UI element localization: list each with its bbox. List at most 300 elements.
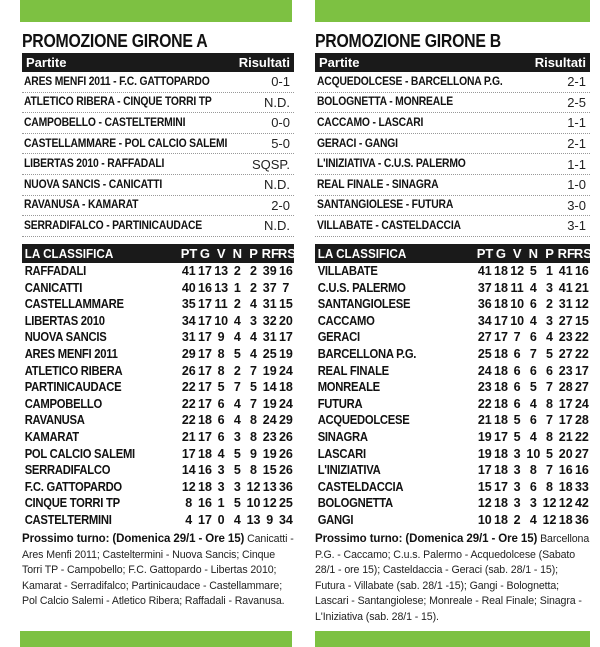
match-row	[22, 196, 294, 217]
stat-cell: 17	[198, 347, 212, 362]
stat-cell: 31	[558, 297, 573, 312]
stat-cell: 23	[558, 330, 573, 345]
stat-cell: 18	[494, 347, 508, 362]
col-header: P	[545, 245, 554, 261]
stat-cell: 13	[262, 479, 277, 494]
stat-cell: 15	[574, 313, 589, 328]
stat-cell: 37	[477, 280, 492, 295]
standings-header	[315, 244, 590, 263]
stat-cell: 8	[250, 413, 257, 428]
stat-cell: 4	[233, 512, 241, 527]
stat-cell: 17	[198, 380, 212, 395]
stat-cell: 18	[558, 512, 573, 527]
stat-cell: 22	[574, 347, 589, 362]
match-teams: SANTANGIOLESE - FUTURA	[317, 199, 454, 212]
stat-cell: 10	[510, 313, 525, 328]
stat-cell: 7	[513, 330, 521, 345]
stat-cell: 18	[494, 396, 508, 411]
stat-cell: 22	[181, 396, 196, 411]
standings-row	[315, 462, 590, 479]
stat-cell: 18	[198, 446, 212, 461]
match-teams: VILLABATE - CASTELDACCIA	[317, 219, 461, 232]
stat-cell: 17	[494, 330, 508, 345]
stat-cell: 11	[510, 280, 524, 295]
matches-header	[22, 53, 294, 72]
stat-cell: 3	[513, 496, 521, 511]
stat-cell: 4	[529, 396, 537, 411]
stat-cell: 4	[233, 313, 241, 328]
next-round-label: Prossimo turno: (Domenica 29/1 - Ore 15)	[315, 533, 538, 546]
stat-cell: 8	[217, 347, 225, 362]
stat-cell: 8	[185, 496, 193, 511]
stat-cell: 36	[574, 512, 589, 527]
standings-row	[315, 495, 590, 512]
match-result: SQSP.	[251, 156, 290, 172]
stat-cell: 9	[266, 512, 274, 527]
col-header: RF	[261, 245, 279, 261]
stat-cell: 6	[529, 413, 537, 428]
stat-cell: 4	[233, 413, 241, 428]
stat-cell: 27	[574, 380, 589, 395]
stat-cell: 15	[262, 463, 277, 478]
team-name: CINQUE TORRI TP	[24, 496, 120, 511]
stat-cell: 34	[181, 313, 196, 328]
stat-cell: 12	[262, 496, 277, 511]
stat-cell: 22	[574, 429, 589, 444]
match-result: 3-0	[567, 197, 586, 213]
stat-cell: 5	[233, 347, 241, 362]
stat-cell: 15	[477, 479, 492, 494]
stat-cell: 1	[546, 264, 553, 279]
stat-cell: 31	[181, 330, 196, 345]
team-name: FUTURA	[317, 396, 363, 411]
stat-cell: 3	[513, 479, 521, 494]
stat-cell: 7	[282, 280, 290, 295]
match-result: 1-0	[567, 177, 586, 193]
stat-cell: 2	[513, 512, 521, 527]
match-result: N.D.	[264, 218, 290, 234]
stat-cell: 33	[574, 479, 589, 494]
standings-row	[315, 263, 590, 280]
stat-cell: 41	[181, 264, 196, 279]
stat-cell: 12	[181, 479, 196, 494]
stat-cell: 17	[198, 429, 212, 444]
stat-cell: 17	[278, 330, 293, 345]
matches-list	[22, 72, 294, 237]
team-name: NUOVA SANCIS	[24, 330, 107, 345]
next-round-text: Barcellona P.G. - Caccamo; C.u.s. Palermo - Acquedolcese (Sabato 28/1 - ore 15); Casteldaccia - Geraci (sab. 28/1 - 15); Futura - Villabate (sab. 28/1 -15); Gangi - Bolognetta; Lascari - Santangiolese; Monreale - Real Finale; Sinagra - L'Iniziativa (sab. 28/1 - 15).	[315, 533, 590, 623]
stat-cell: 7	[250, 363, 257, 378]
col-header: G	[495, 245, 507, 261]
stat-cell: 17	[494, 429, 508, 444]
stat-cell: 41	[477, 264, 492, 279]
match-result: 2-1	[567, 74, 586, 90]
match-row	[315, 72, 590, 93]
stat-cell: 8	[529, 463, 537, 478]
standings-row	[22, 495, 294, 512]
stat-cell: 41	[558, 280, 573, 295]
next-round	[315, 532, 590, 625]
stat-cell: 24	[278, 396, 293, 411]
match-row	[315, 216, 590, 237]
stat-cell: 15	[278, 297, 293, 312]
stat-cell: 21	[558, 429, 573, 444]
stat-cell: 4	[529, 429, 537, 444]
team-name: BOLOGNETTA	[317, 496, 393, 511]
standings-row	[315, 512, 590, 529]
team-name: BARCELLONA P.G.	[317, 347, 417, 362]
stat-cell: 10	[510, 297, 525, 312]
stat-cell: 2	[233, 297, 241, 312]
stat-cell: 26	[278, 446, 293, 461]
match-result: 1-1	[567, 115, 586, 131]
stat-cell: 6	[217, 413, 225, 428]
stat-cell: 7	[529, 347, 537, 362]
stat-cell: 6	[546, 363, 553, 378]
green-footer-band	[20, 631, 292, 647]
col-header: G	[199, 245, 211, 261]
stat-cell: 16	[198, 463, 212, 478]
stat-cell: 35	[181, 297, 196, 312]
stat-cell: 7	[233, 380, 241, 395]
stat-cell: 3	[546, 280, 553, 295]
standings-row	[22, 362, 294, 379]
match-teams: NUOVA SANCIS - CANICATTI	[24, 178, 163, 191]
match-teams: ACQUEDOLCESE - BARCELLONA P.G.	[317, 75, 503, 88]
stat-cell: 8	[546, 396, 553, 411]
team-name: SERRADIFALCO	[24, 463, 111, 478]
stat-cell: 31	[262, 330, 277, 345]
standings-row	[22, 313, 294, 330]
col-header: PT	[180, 245, 198, 261]
team-name: REAL FINALE	[317, 363, 389, 378]
risultati-label: Risultati	[534, 55, 586, 70]
match-row	[22, 93, 294, 114]
match-result: N.D.	[264, 177, 290, 193]
stat-cell: 40	[181, 280, 196, 295]
stat-cell: 10	[477, 512, 492, 527]
stat-cell: 12	[246, 479, 261, 494]
stat-cell: 7	[250, 396, 257, 411]
standings-row	[22, 263, 294, 280]
stat-cell: 37	[262, 280, 277, 295]
match-row	[22, 175, 294, 196]
col-header: P	[249, 245, 258, 261]
stat-cell: 22	[574, 330, 589, 345]
stat-cell: 26	[181, 363, 196, 378]
stat-cell: 6	[529, 479, 537, 494]
stat-cell: 39	[262, 264, 277, 279]
stat-cell: 14	[262, 380, 277, 395]
stat-cell: 3	[217, 463, 225, 478]
stat-cell: 4	[529, 512, 537, 527]
stat-cell: 11	[214, 297, 228, 312]
stat-cell: 18	[494, 264, 508, 279]
stat-cell: 10	[214, 313, 229, 328]
team-name: RAFFADALI	[24, 264, 87, 279]
stat-cell: 18	[494, 496, 508, 511]
standings-row	[315, 429, 590, 446]
match-row	[22, 154, 294, 175]
stat-cell: 4	[250, 330, 257, 345]
stat-cell: 10	[246, 496, 261, 511]
stat-cell: 8	[217, 363, 225, 378]
stat-cell: 16	[198, 280, 212, 295]
stat-cell: 6	[513, 347, 521, 362]
team-name: CANICATTI	[24, 280, 83, 295]
team-name: CACCAMO	[317, 313, 375, 328]
stat-cell: 16	[558, 463, 573, 478]
match-result: N.D.	[264, 94, 290, 110]
standings-row	[22, 279, 294, 296]
stat-cell: 42	[574, 496, 589, 511]
stat-cell: 22	[477, 396, 492, 411]
match-teams: CACCAMO - LASCARI	[317, 116, 424, 129]
team-name: L'INIZIATIVA	[317, 463, 381, 478]
col-header: PT	[476, 245, 494, 261]
match-teams: ARES MENFI 2011 - F.C. GATTOPARDO	[24, 75, 210, 88]
next-round-text: Canicatti - Ares Menfi 2011; Casteltermini - Nuova Sancis; Cinque Torri TP - Campobello; F.C. Gattopardo - Libertas 2010; Kamarat - Serradifalco; Partinicaudace - Castellammare; Pol Calcio Salemi - Atletico Ribera; Raffadali - Ravanusa.	[22, 533, 294, 608]
stat-cell: 17	[181, 446, 196, 461]
stat-cell: 20	[558, 446, 573, 461]
stat-cell: 5	[250, 380, 257, 395]
match-row	[22, 113, 294, 134]
stat-cell: 5	[233, 496, 241, 511]
standings-row	[22, 346, 294, 363]
team-name: GANGI	[317, 512, 354, 527]
stat-cell: 17	[558, 413, 573, 428]
partite-label: Partite	[319, 55, 360, 70]
match-row	[22, 134, 294, 155]
team-name: PARTINICAUDACE	[24, 380, 122, 395]
standings-row	[315, 396, 590, 413]
stat-cell: 5	[513, 429, 521, 444]
col-header: RS	[277, 245, 296, 261]
stat-cell: 17	[198, 297, 212, 312]
team-name: CASTELLAMMARE	[24, 297, 124, 312]
stat-cell: 17	[477, 463, 492, 478]
col-header: V	[216, 245, 226, 261]
stat-cell: 6	[217, 396, 225, 411]
stat-cell: 4	[185, 512, 193, 527]
match-row	[22, 72, 294, 93]
match-row	[315, 196, 590, 217]
stat-cell: 32	[262, 313, 277, 328]
stat-cell: 18	[494, 380, 508, 395]
stat-cell: 17	[198, 330, 212, 345]
match-teams: ATLETICO RIBERA - CINQUE TORRI TP	[24, 96, 212, 109]
stat-cell: 17	[198, 313, 212, 328]
standings-row	[315, 478, 590, 495]
team-name: C.U.S. PALERMO	[317, 280, 406, 295]
stat-cell: 12	[510, 264, 525, 279]
standings-row	[315, 412, 590, 429]
match-result: 3-1	[567, 218, 586, 234]
stat-cell: 7	[546, 413, 553, 428]
standings-row	[22, 512, 294, 529]
green-header-band	[315, 0, 590, 22]
match-teams: LIBERTAS 2010 - RAFFADALI	[24, 158, 165, 171]
stat-cell: 19	[262, 363, 277, 378]
stat-cell: 3	[546, 313, 553, 328]
stat-cell: 24	[574, 396, 589, 411]
stat-cell: 25	[477, 347, 492, 362]
stat-cell: 3	[250, 313, 257, 328]
stat-cell: 24	[262, 413, 277, 428]
stat-cell: 13	[214, 264, 229, 279]
stat-cell: 18	[494, 446, 508, 461]
standings-row	[315, 362, 590, 379]
team-name: VILLABATE	[317, 264, 378, 279]
stat-cell: 4	[233, 396, 241, 411]
stat-cell: 7	[546, 463, 553, 478]
stat-cell: 12	[542, 512, 557, 527]
girone-a-section	[22, 30, 294, 610]
stat-cell: 4	[217, 446, 225, 461]
stat-cell: 27	[558, 347, 573, 362]
stat-cell: 5	[546, 347, 553, 362]
stat-cell: 26	[278, 429, 293, 444]
stat-cell: 16	[278, 264, 293, 279]
green-header-band	[20, 0, 292, 22]
stat-cell: 6	[529, 363, 537, 378]
match-result: 2-5	[567, 94, 586, 110]
standings-table	[22, 263, 294, 529]
standings-row	[22, 396, 294, 413]
stat-cell: 9	[217, 330, 225, 345]
stat-cell: 14	[181, 463, 196, 478]
team-name: CAMPOBELLO	[24, 396, 103, 411]
stat-cell: 28	[574, 413, 589, 428]
stat-cell: 2	[233, 363, 241, 378]
stat-cell: 6	[529, 330, 537, 345]
stat-cell: 3	[513, 446, 521, 461]
standings-row	[315, 445, 590, 462]
stat-cell: 3	[217, 479, 225, 494]
stat-cell: 22	[181, 413, 196, 428]
stat-cell: 12	[542, 496, 557, 511]
stat-cell: 18	[494, 512, 508, 527]
stat-cell: 29	[181, 347, 196, 362]
stat-cell: 18	[494, 363, 508, 378]
match-result: 0-0	[271, 115, 290, 131]
stat-cell: 6	[529, 297, 537, 312]
match-teams: SERRADIFALCO - PARTINICAUDACE	[24, 219, 203, 232]
next-round-label: Prossimo turno: (Domenica 29/1 - Ore 15)	[22, 533, 245, 546]
standings-row	[315, 279, 590, 296]
team-name: CASTELTERMINI	[24, 512, 112, 527]
match-row	[315, 93, 590, 114]
stat-cell: 16	[574, 463, 589, 478]
stat-cell: 17	[198, 512, 212, 527]
stat-cell: 13	[214, 280, 229, 295]
standings-row	[22, 429, 294, 446]
match-teams: GERACI - GANGI	[317, 137, 398, 150]
standings-label: LA CLASSIFICA	[317, 245, 407, 261]
stat-cell: 21	[574, 280, 589, 295]
stat-cell: 5	[529, 264, 537, 279]
match-result: 5-0	[271, 136, 290, 152]
stat-cell: 12	[574, 297, 589, 312]
match-teams: REAL FINALE - SINAGRA	[317, 178, 439, 191]
stat-cell: 5	[529, 380, 537, 395]
match-result: 2-1	[567, 136, 586, 152]
stat-cell: 17	[574, 363, 589, 378]
stat-cell: 5	[233, 463, 241, 478]
standings-row	[315, 379, 590, 396]
risultati-label: Risultati	[238, 55, 290, 70]
col-header: N	[528, 245, 539, 261]
match-row	[22, 216, 294, 237]
stat-cell: 22	[181, 380, 196, 395]
stat-cell: 18	[494, 413, 508, 428]
stat-cell: 5	[546, 446, 553, 461]
girone-b-section	[315, 30, 590, 625]
standings-row	[22, 329, 294, 346]
standings-row	[22, 478, 294, 495]
match-row	[315, 113, 590, 134]
stat-cell: 24	[278, 363, 293, 378]
stat-cell: 41	[558, 264, 573, 279]
col-header: RS	[573, 245, 592, 261]
match-teams: BOLOGNETTA - MONREALE	[317, 96, 453, 109]
stat-cell: 4	[529, 280, 537, 295]
match-row	[315, 154, 590, 175]
stat-cell: 4	[546, 330, 553, 345]
stat-cell: 23	[262, 429, 277, 444]
stat-cell: 26	[278, 463, 293, 478]
match-teams: L'INIZIATIVA - C.U.S. PALERMO	[317, 158, 466, 171]
stat-cell: 6	[513, 396, 521, 411]
standings-row	[315, 313, 590, 330]
stat-cell: 13	[246, 512, 261, 527]
standings-row	[22, 296, 294, 313]
stat-cell: 19	[262, 396, 277, 411]
stat-cell: 20	[278, 313, 293, 328]
stat-cell: 6	[513, 380, 521, 395]
stat-cell: 6	[513, 363, 521, 378]
team-name: GERACI	[317, 330, 360, 345]
stat-cell: 36	[477, 297, 492, 312]
standings-row	[315, 346, 590, 363]
stat-cell: 2	[546, 297, 553, 312]
col-header: RF	[557, 245, 575, 261]
stat-cell: 34	[278, 512, 293, 527]
match-result: 1-1	[567, 156, 586, 172]
stat-cell: 23	[558, 363, 573, 378]
stat-cell: 12	[558, 496, 573, 511]
match-row	[315, 134, 590, 155]
standings-header	[22, 244, 294, 263]
standings-row	[315, 329, 590, 346]
standings-label: LA CLASSIFICA	[24, 245, 114, 261]
standings-row	[22, 412, 294, 429]
team-name: SANTANGIOLESE	[317, 297, 411, 312]
stat-cell: 25	[278, 496, 293, 511]
team-name: CASTELDACCIA	[317, 479, 404, 494]
stat-cell: 18	[558, 479, 573, 494]
match-row	[315, 175, 590, 196]
stat-cell: 17	[558, 396, 573, 411]
stat-cell: 4	[250, 297, 257, 312]
stat-cell: 19	[477, 429, 492, 444]
stat-cell: 34	[477, 313, 492, 328]
section-title: PROMOZIONE GIRONE B	[315, 31, 501, 51]
match-result: 0-1	[271, 74, 290, 90]
stat-cell: 2	[250, 280, 257, 295]
team-name: ATLETICO RIBERA	[24, 363, 123, 378]
stat-cell: 1	[217, 496, 225, 511]
